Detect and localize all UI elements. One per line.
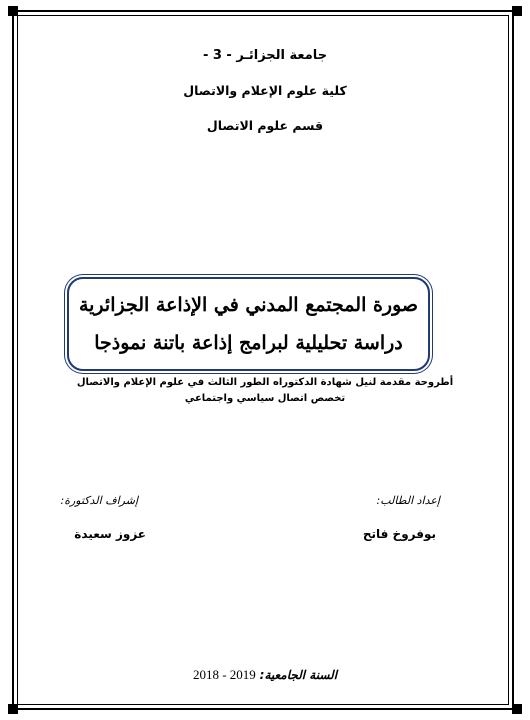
academic-year xyxy=(0,667,530,683)
department-name: قسم علوم الاتصال xyxy=(206,118,324,133)
corner-ornament-bottom-left xyxy=(8,704,18,714)
university-name: جامعة الجزائـر - 3 - xyxy=(202,48,328,63)
student-label: إعداد الطالب: xyxy=(376,494,440,507)
thesis-title: صورة المجتمع المدني في الإذاعة الجزائرية xyxy=(78,294,419,316)
student-name: بوفروخ فاتح xyxy=(362,527,436,541)
academic-year-value: 2018 - 2019 xyxy=(192,667,256,682)
thesis-degree-note: أطروحة مقدمة لنيل شهادة الدكتوراه الطور الثالث في علوم الإعلام والاتصال xyxy=(76,377,454,388)
supervisor-name: عزوز سعيدة xyxy=(74,527,146,541)
specialization: تخصص اتصال سياسي واجتماعي xyxy=(184,393,346,404)
academic-year-label: السنة الجامعية: xyxy=(259,668,338,682)
thesis-subtitle: دراسة تحليلية لبرامج إذاعة باتنة نموذجا xyxy=(94,332,403,354)
thesis-title-box xyxy=(67,277,430,371)
corner-ornament-bottom-right xyxy=(512,704,522,714)
corner-ornament-top-left xyxy=(8,6,18,16)
corner-ornament-top-right xyxy=(512,6,522,16)
faculty-name: كلية علوم الإعلام والاتصال xyxy=(183,83,347,98)
supervisor-label: إشراف الدكتورة: xyxy=(60,494,138,507)
